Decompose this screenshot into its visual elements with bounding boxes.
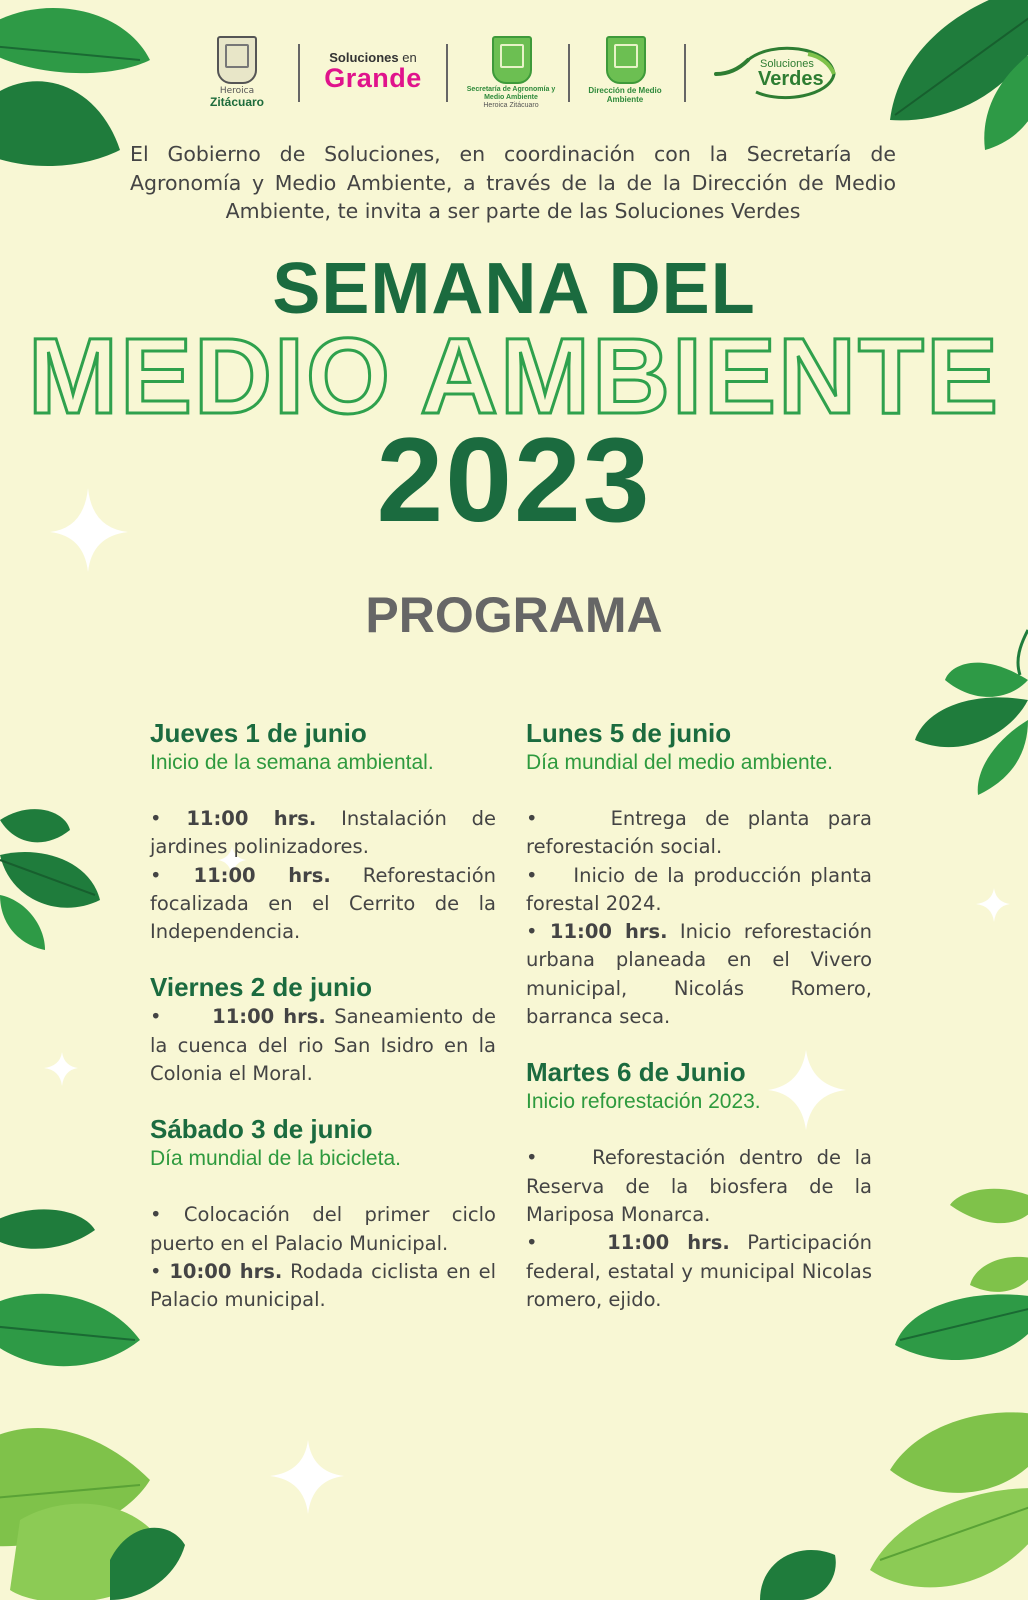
item-text: Participación federal, estatal y municipal Nicolas romero, ejido.: [526, 1231, 872, 1311]
day-block: [150, 972, 496, 1088]
schedule-item: • 11:00 hrs. Inicio reforestación urbana planeada en el Vivero municipal, Nicolás Romero, barranca seca.: [526, 920, 873, 1029]
secretaria-logo: [466, 36, 558, 110]
schedule-item: • 11:00 hrs. Participación federal, estatal y municipal Nicolas romero, ejido.: [526, 1231, 872, 1311]
item-time: 11:00 hrs.: [549, 920, 668, 944]
zitacuaro-logo: [198, 36, 276, 109]
schedule-item: • 11:00 hrs. Saneamiento de la cuenca del rio San Isidro en la Colonia el Moral.: [150, 1005, 497, 1086]
soluciones-en-grande-logo: [314, 50, 432, 91]
direccion-logo: [580, 36, 672, 104]
title-line-1: SEMANA DEL: [272, 249, 756, 329]
item-time: 11:00 hrs.: [193, 863, 331, 887]
item-text: Instalación de jardines polinizadores.: [150, 807, 497, 859]
verdes-big-label: Verdes: [758, 68, 824, 90]
item-text: Reforestación focalizada en el Cerrito de la Independencia.: [150, 863, 496, 944]
city-small-label: Heroica: [219, 86, 255, 96]
item-text: Reforestación dentro de la Reserva de la biosfera de la Mariposa Monarca.: [526, 1146, 872, 1226]
day-title: Lunes 5 de junio: [526, 718, 732, 748]
day-subtitle: Día mundial del medio ambiente.: [526, 751, 834, 774]
leaf-left-lower-icon: [0, 1209, 140, 1366]
leaf-top-right-icon: [890, 0, 1028, 150]
item-text: Rodada ciclista en el Palacio municipal.: [150, 1259, 497, 1312]
logo-divider: [684, 44, 686, 102]
logo-divider: [568, 44, 570, 102]
day-block: [526, 718, 872, 1031]
leaf-bottom-left-icon: [0, 1428, 185, 1600]
item-time: 10:00 hrs.: [169, 1259, 283, 1283]
day-subtitle: Inicio reforestación 2023.: [526, 1090, 761, 1114]
shield-icon: [606, 36, 646, 84]
secretaria-sub: Heroica Zitácuaro: [483, 102, 539, 109]
leaf-right-middle-icon: [915, 630, 1028, 795]
schedule-item: • 11:00 hrs. Instalación de jardines polinizadores.: [150, 807, 497, 859]
day-subtitle: Día mundial de la bicicleta.: [150, 1147, 401, 1171]
schedule-item: • Colocación del primer ciclo puerto en el Palacio Municipal.: [150, 1203, 496, 1255]
schedule-item: • Reforestación dentro de la Reserva de la biosfera de la Mariposa Monarca.: [526, 1146, 872, 1226]
soluciones-grande-label: Grande: [324, 63, 422, 93]
direccion-name: Dirección de Medio Ambiente: [588, 86, 662, 104]
soluciones-en-label: en: [402, 50, 417, 65]
city-bold-label: Zitácuaro: [209, 95, 264, 109]
shield-icon: [492, 36, 532, 84]
leaf-left-middle-icon: [0, 809, 100, 950]
day-title: Jueves 1 de junio: [150, 718, 367, 748]
title-year: 2023: [376, 413, 652, 547]
day-block: [150, 1114, 496, 1314]
soluciones-top-label: Soluciones: [329, 50, 399, 65]
day-title: Sábado 3 de junio: [150, 1114, 373, 1145]
schedule-left-column: [150, 718, 496, 1341]
item-time: 11:00 hrs.: [212, 1005, 326, 1029]
schedule-item: • Inicio de la producción planta forestal 2024.: [526, 863, 872, 915]
day-subtitle: Inicio de la semana ambiental.: [150, 751, 434, 774]
secretaria-name: Secretaría de Agronomía y Medio Ambiente: [466, 86, 556, 101]
item-text: Entrega de planta para reforestación social.: [526, 807, 873, 859]
leaf-right-lower-icon: [895, 1189, 1028, 1360]
programa-heading: PROGRAMA: [365, 587, 663, 643]
item-text: Colocación del primer ciclo puerto en el Palacio Municipal.: [150, 1203, 496, 1255]
item-time: 11:00 hrs.: [186, 807, 317, 830]
leaf-bottom-right-icon: [760, 1412, 1028, 1600]
day-block: [150, 718, 496, 946]
crest-icon: [217, 36, 257, 84]
schedule-item: • 10:00 hrs. Rodada ciclista en el Palacio municipal.: [150, 1259, 497, 1312]
item-text: Saneamiento de la cuenca del rio San Isidro en la Colonia el Moral.: [150, 1005, 497, 1086]
day-title: Martes 6 de Junio: [526, 1057, 746, 1088]
logo-divider: [446, 44, 448, 102]
schedule-item: • Entrega de planta para reforestación social.: [526, 807, 873, 859]
soluciones-verdes-logo: [712, 44, 840, 106]
day-title: Viernes 2 de junio: [150, 972, 373, 1003]
day-block: [526, 1057, 872, 1314]
schedule-item: • 11:00 hrs. Reforestación focalizada en el Cerrito de la Independencia.: [150, 863, 496, 944]
item-time: 11:00 hrs.: [607, 1231, 730, 1255]
intro-text: El Gobierno de Soluciones, en coordinación con la Secretaría de Agronomía y Medio Ambiente, a través de la de la Dirección de Medio Ambiente, te invita a ser parte de las Soluciones Verdes: [130, 142, 896, 223]
item-text: Inicio de la producción planta forestal 2024.: [526, 863, 872, 915]
verdes-small-label: Soluciones: [760, 58, 814, 70]
item-text: Inicio reforestación urbana planeada en el Vivero municipal, Nicolás Romero, barranca seca.: [526, 920, 873, 1029]
title-line-2: MEDIO AMBIENTE: [28, 315, 1000, 436]
schedule-right-column: [526, 718, 872, 1340]
leaf-top-left-icon: [0, 8, 150, 166]
logo-divider: [298, 44, 300, 102]
